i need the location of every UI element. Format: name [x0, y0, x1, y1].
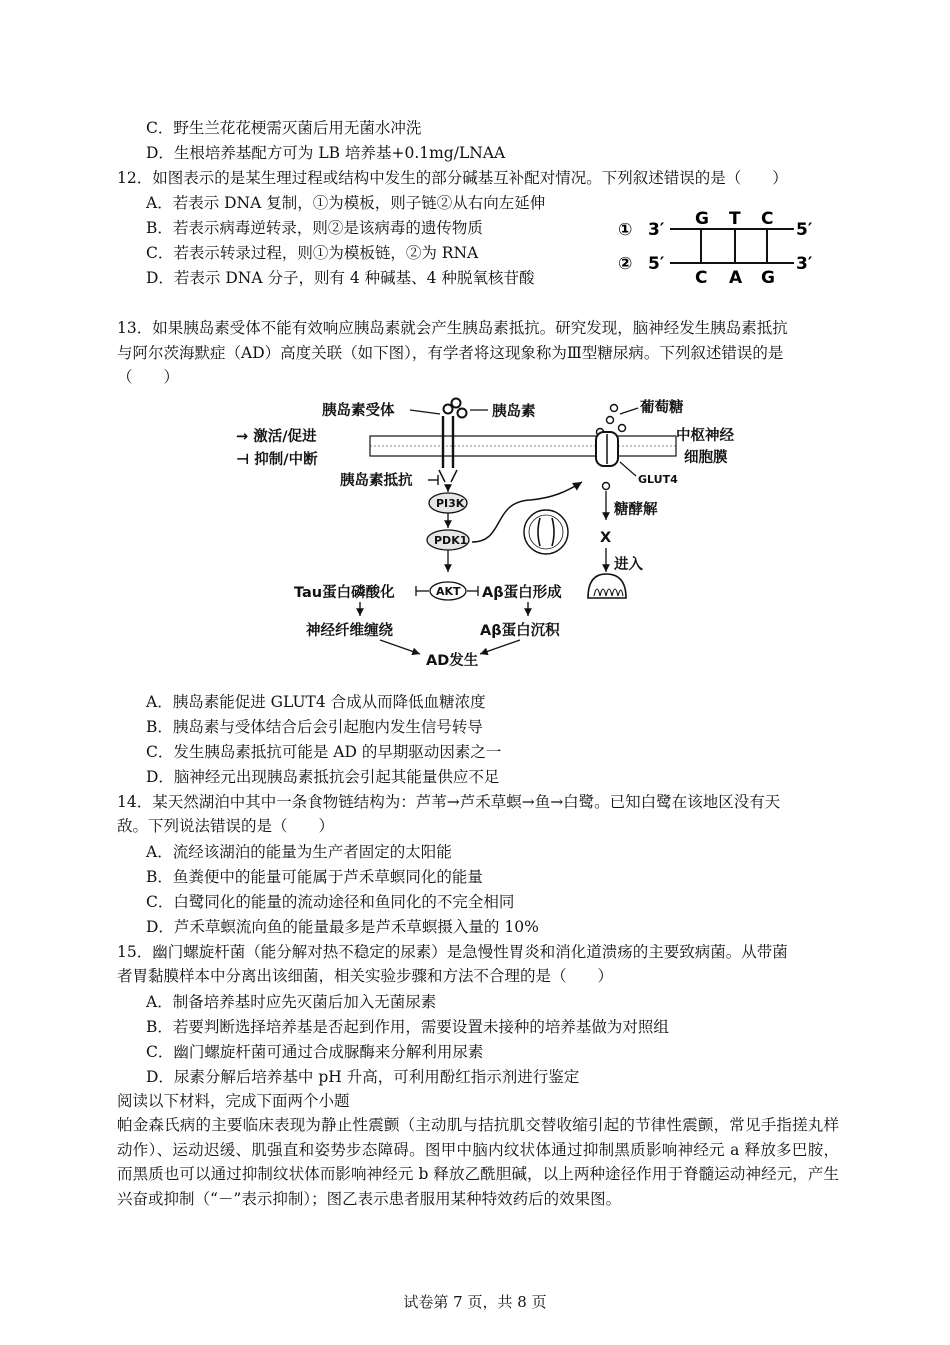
q15-option-d: D．尿素分解后培养基中 pH 升高，可利用酚红指示剂进行鉴定 [146, 1068, 580, 1086]
q13-stem-line1: 13．如果胰岛素受体不能有效响应胰岛素就会产生胰岛素抵抗。研究发现，脑神经发生胰岛素抵抗 [117, 319, 788, 337]
q12-option-b: B．若表示病毒逆转录，则②是该病毒的遗传物质 [146, 219, 483, 237]
glut4-label: GLUT4 [638, 473, 678, 486]
q14-stem-line1: 14．某天然湖泊中其中一条食物链结构为：芦苇→芦禾草螟→鱼→白鹭。已知白鹭在该地区没有天 [117, 793, 781, 811]
page-footer: 试卷第 7 页，共 8 页 [403, 1293, 547, 1311]
base-pairing-figure [612, 205, 827, 290]
base-a2: A [729, 268, 743, 288]
q11-option-d: D．生根培养基配方可为 LB 培养基+0.1mg/LNAA [146, 144, 506, 162]
insulin-label: 胰岛素 [492, 404, 536, 420]
membrane-label-line2: 细胞膜 [684, 450, 728, 466]
q15-stem-line2: 者胃黏膜样本中分离出该细菌，相关实验步骤和方法不合理的是（ ） [117, 967, 614, 985]
base-c2: C [695, 268, 708, 288]
q15-option-a: A．制备培养基时应先灭菌后加入无菌尿素 [146, 993, 437, 1011]
insulin-receptor-label: 胰岛素受体 [322, 403, 395, 419]
q12-option-d: D．若表示 DNA 分子，则有 4 种碱基、4 种脱氧核苷酸 [146, 269, 535, 287]
akt-label: AKT [436, 585, 461, 598]
strand-2-start: 5′ [648, 254, 665, 274]
ad-onset-label: AD发生 [426, 653, 479, 669]
q13-stem-line2: 与阿尔茨海默症（AD）高度关联（如下图），有学者将这现象称为Ⅲ型糖尿病。下列叙述错误的是 [117, 344, 784, 362]
legend-inhibit: ⊣ 抑制/中断 [236, 452, 318, 468]
reading-paragraph: 帕金森氏病的主要临床表现为静止性震颤（主动肌与拮抗肌交替收缩引起的节律性震颤，常见手指搓丸样动作）、运动迟缓、肌强直和姿势步态障碍。图甲中脑内纹状体通过抑制黑质影响神经元 a 释放多巴胺，而黑质也可以通过抑制纹状体而影响神经元 b 释放乙酰胆碱，以上两种途径作用于脊髓运动神经元，产生兴奋或抑制（“－”表示抑制）；图乙表示患者服用某种特效药后的效果图。 [117, 1116, 839, 1208]
q14-option-b: B．鱼粪便中的能量可能属于芦禾草螟同化的能量 [146, 868, 483, 886]
q12-stem: 12．如图表示的是某生理过程或结构中发生的部分碱基互补配对情况。下列叙述错误的是（ ） [117, 169, 788, 187]
q15-option-b: B．若要判断选择培养基是否起到作用，需要设置未接种的培养基做为对照组 [146, 1018, 669, 1036]
q14-stem-line2: 敌。下列说法错误的是（ ） [117, 817, 335, 835]
base-g: G [695, 209, 709, 229]
q13-option-d: D．脑神经元出现胰岛素抵抗会引起其能量供应不足 [146, 768, 500, 786]
q14-option-c: C．白鹭同化的能量的流动途径和鱼同化的不完全相同 [146, 893, 515, 911]
q14-option-a: A．流经该湖泊的能量为生产者固定的太阳能 [146, 843, 452, 861]
strand-1-start: 3′ [648, 220, 665, 240]
membrane-label-line1: 中枢神经 [676, 428, 734, 444]
strand-2-end: 3′ [796, 254, 813, 274]
strand-2-label: ② [618, 254, 633, 274]
q15-option-c: C．幽门螺旋杆菌可通过合成脲酶来分解利用尿素 [146, 1043, 484, 1061]
q12-option-c: C．若表示转录过程，则①为模板链，②为 RNA [146, 244, 479, 262]
q15-stem-line1: 15．幽门螺旋杆菌（能分解对热不稳定的尿素）是急慢性胃炎和消化道溃疡的主要致病菌。从带菌 [117, 943, 788, 961]
strand-1-end: 5′ [796, 220, 813, 240]
q13-option-a: A．胰岛素能促进 GLUT4 合成从而降低血糖浓度 [146, 693, 486, 711]
neurofiber-tangle-label: 神经纤维缠绕 [306, 623, 393, 639]
base-g2: G [761, 268, 775, 288]
q12-option-a: A．若表示 DNA 复制，①为模板，则子链②从右向左延伸 [146, 194, 546, 212]
strand-1-label: ① [618, 220, 633, 240]
pdk1-label: PDK1 [434, 534, 468, 547]
tau-phosphorylation-label: Tau蛋白磷酸化 [294, 585, 395, 601]
pi3k-label: PI3K [436, 497, 465, 510]
reading-intro: 阅读以下材料，完成下面两个小题 [117, 1092, 350, 1110]
q13-stem-line3: （ ） [117, 368, 180, 386]
q13-option-c: C．发生胰岛素抵抗可能是 AD 的早期驱动因素之一 [146, 743, 502, 761]
enter-label: 进入 [614, 557, 643, 573]
base-c: C [761, 209, 774, 229]
glycolysis-label: 糖酵解 [614, 502, 658, 518]
legend-activate: → 激活/促进 [236, 429, 317, 445]
q14-option-d: D．芦禾草螟流向鱼的能量最多是芦禾草螟摄入量的 10% [146, 918, 539, 936]
abeta-deposit-label: Aβ蛋白沉积 [480, 623, 560, 639]
abeta-formation-label: Aβ蛋白形成 [482, 585, 562, 601]
q11-option-c: C．野生兰花花梗需灭菌后用无菌水冲洗 [146, 119, 422, 137]
x-label: X [600, 530, 612, 546]
q13-option-b: B．胰岛素与受体结合后会引起胞内发生信号转导 [146, 718, 483, 736]
insulin-resistance-label: 胰岛素抵抗 [340, 473, 413, 489]
glucose-label: 葡萄糖 [640, 400, 684, 416]
insulin-signaling-figure [230, 392, 750, 672]
base-t: T [729, 209, 741, 229]
